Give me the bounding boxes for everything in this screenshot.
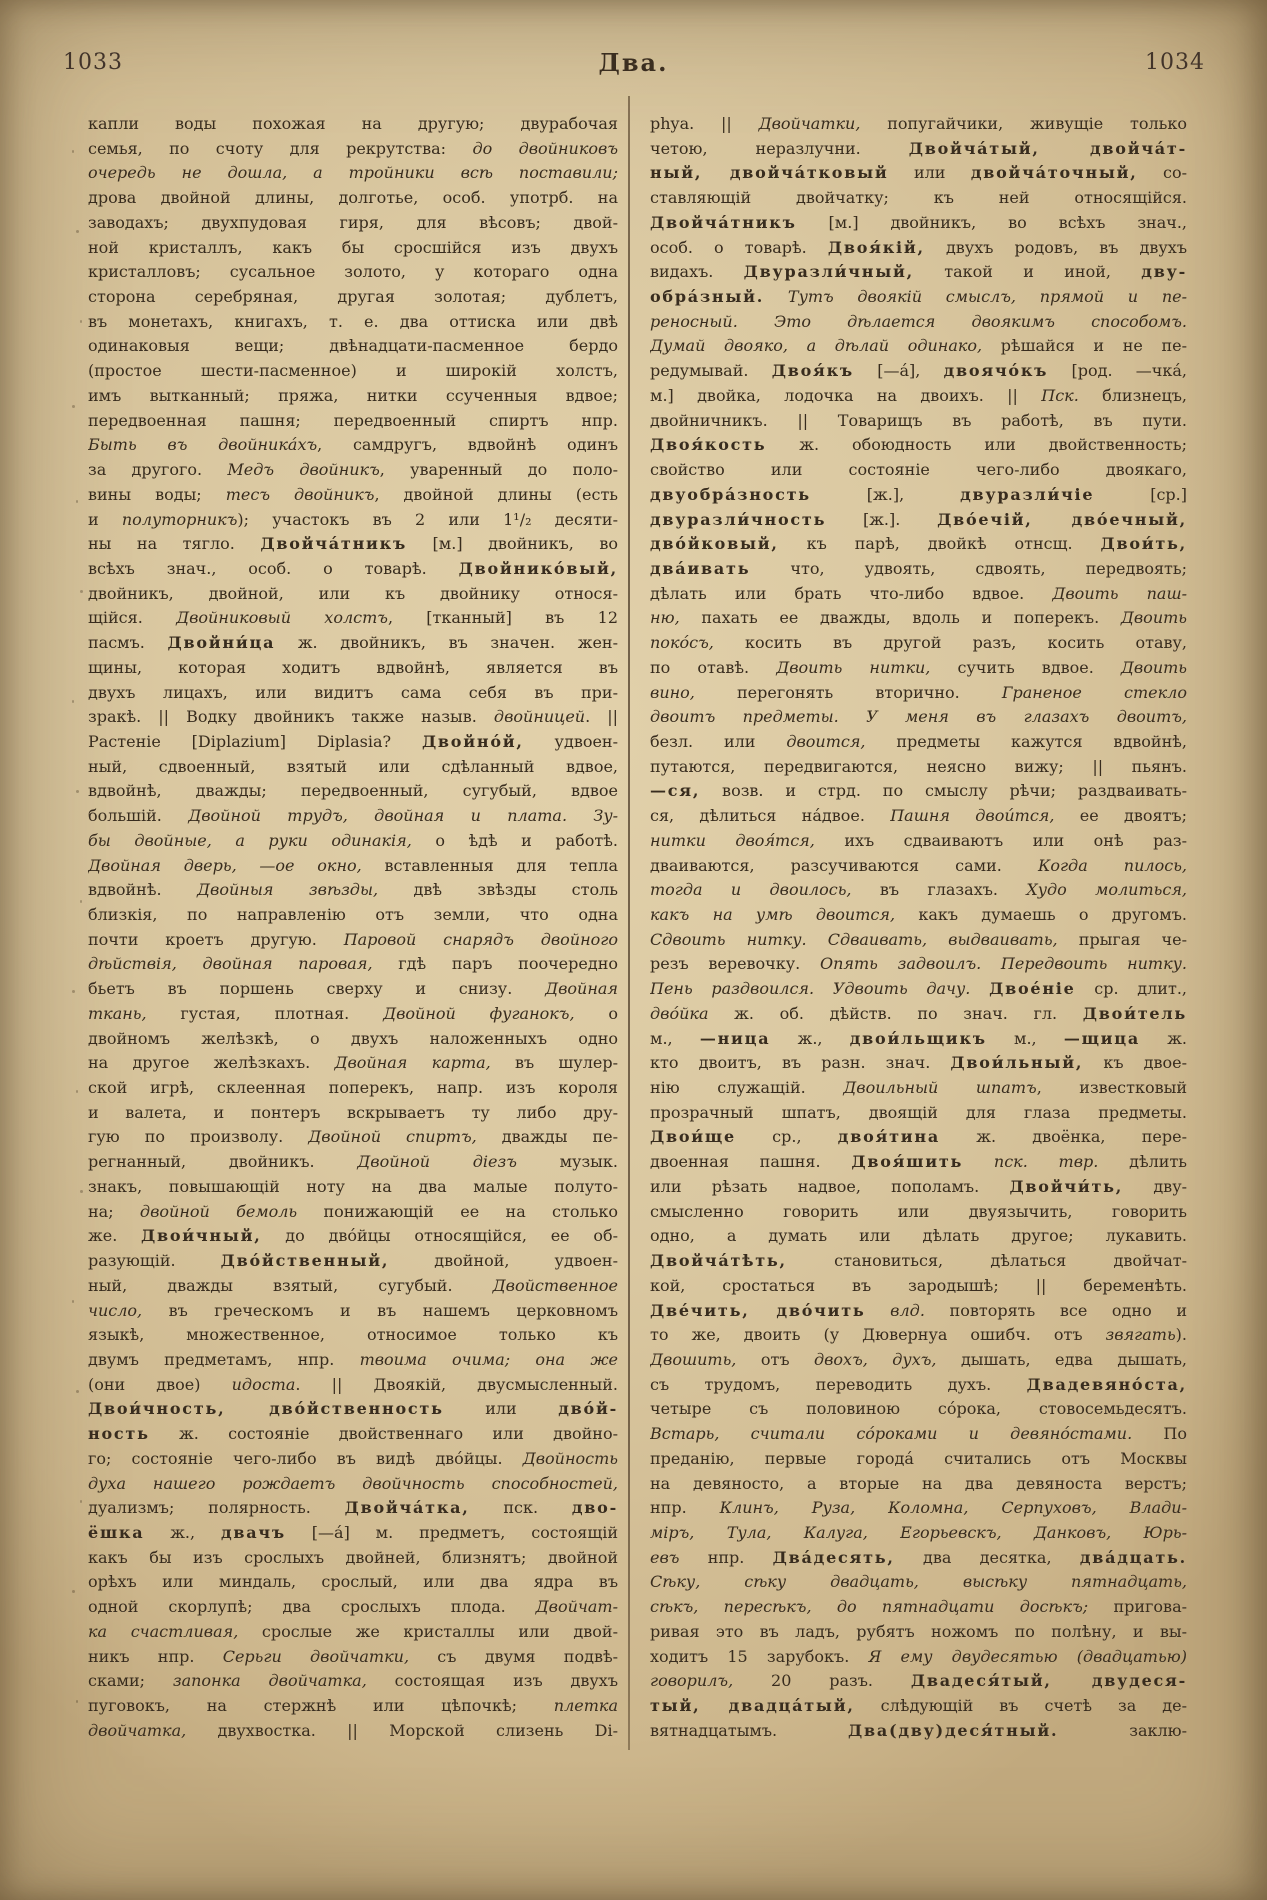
text-line: въ монетахъ, книгахъ, т. е. два оттиска или двѣ [88,311,618,331]
text-line: регнанный, двойникъ. Двойной діезъ музык. [88,1152,618,1172]
text-line: безл. или двоится, предметы кажутся вдвойнѣ, [650,731,1187,751]
text-line: Быть въ двойника́хъ, самдругъ, вдвойнѣ одинъ [88,435,618,455]
text-line: двуобра́зность [ж.], двуразли́чіе [ср.] [650,484,1187,504]
text-line: ской игрѣ, склеенная поперекъ, напр. изъ короля [88,1078,618,1098]
text-line: по отавѣ. Двоить нитки, сучить вдвое. Двоить [650,657,1187,677]
text-line: реносный. Это дѣлается двоякимъ способомъ. [650,311,1187,331]
text-line: никъ нпр. Серьги двойчатки, съ двумя подвѣ- [88,1646,618,1666]
text-line: путаются, передвигаются, неясно вижу; || пьянъ. [650,756,1187,776]
text-line: на девяносто, а вторые на два девяноста верстъ; [650,1473,1187,1493]
text-line: почти кроетъ другую. Паровой снарядъ двойного [88,929,618,949]
text-line: Думай двояко, а дѣлай одинако, рѣшайся и не пе- [650,336,1187,356]
text-line: дѣйствія, двойная паровая, гдѣ паръ поочередно [88,954,618,974]
text-line: имъ вытканный; пряжа, нитки ссученныя вдвое; [88,385,618,405]
scan-speck [80,590,83,593]
text-line: сторона серебряная, другая золотая; дублетъ, [88,287,618,307]
text-line: дѣлать или брать что-либо вдвое. Двоить паш- [650,583,1187,603]
text-line: число, въ греческомъ и въ нашемъ церковномъ [88,1300,618,1320]
text-line: (простое шести-пасменное) и широкій холстъ, [88,361,618,381]
text-line: дуализмъ; полярность. Двойча́тка, пск. дво- [88,1498,618,1518]
text-line: видахъ. Двуразли́чный, такой и иной, дву- [650,262,1187,282]
text-line: орѣхъ или миндаль, срослый, или два ядра въ [88,1572,618,1592]
text-line: дво́йковый, къ парѣ, двойкѣ отнсщ. Двои́ть, [650,534,1187,554]
text-line: кто двоитъ, въ разн. знач. Двои́льный, къ двое- [650,1053,1187,1073]
text-line: ность ж. состояніе двойственнаго или двойно- [88,1424,618,1444]
text-line: двойномъ желѣзкѣ, о двухъ наложенныхъ одно [88,1028,618,1048]
text-line: Двошить, отъ двохъ, духъ, дышать, едва дышать, [650,1349,1187,1369]
text-line: двойникъ, двойной, или къ двойнику относя- [88,583,618,603]
text-line: м.] двойка, лодочка на двоихъ. || Пск. близнецъ, [650,385,1187,405]
scan-speck [76,1090,78,1093]
text-line: очередь не дошла, а тройники всѣ поставили; [88,163,618,183]
text-line: нію служащій. Двоильный шпатъ, известковый [650,1078,1187,1098]
text-line: всѣхъ знач., особ. о товарѣ. Двойнико́вый, [88,558,618,578]
text-line: Двойча́тѣть, становиться, дѣлаться двойчат- [650,1251,1187,1271]
text-line: ривая это въ ладъ, рубятъ ножомъ по полѣну, и вы- [650,1621,1187,1641]
text-line: одной скорлупѣ; два срослыхъ плода. Двойчат- [88,1597,618,1617]
text-line: ёшка ж., двачъ [—а́] м. предметъ, состоящій [88,1522,618,1542]
text-line: и полуторникъ); участокъ въ 2 или 1¹/₂ десяти- [88,509,618,529]
text-line: Растеніе [Diplazium] Diplasia? Двойно́й, удвоен- [88,731,618,751]
scan-speck [72,1300,74,1303]
scan-speck [80,320,82,323]
text-line: обра́зный. Тутъ двоякій смыслъ, прямой и пе- [650,287,1187,307]
text-line: съ трудомъ, переводить духъ. Двадевяно́ста, [650,1374,1187,1394]
text-line: ходитъ 15 зарубокъ. Я ему двудесятью (двадцатью) [650,1646,1187,1666]
page-number-left: 1033 [63,50,123,75]
scan-speck [72,405,75,408]
text-line: прозрачный шпатъ, двоящій для глаза предметы. [650,1102,1187,1122]
running-title: Два. [598,48,669,77]
scan-speck [72,1590,75,1593]
text-line: за другого. Медъ двойникъ, уваренный до поло- [88,460,618,480]
text-line: —ся, возв. и стрд. по смыслу рѣчи; раздваивать- [650,781,1187,801]
text-line: ный, дважды взятый, сугубый. Двойственное [88,1275,618,1295]
text-line: дво́йка ж. об. дѣйств. по знач. гл. Двои́тель [650,1003,1187,1023]
text-line: ный, двойча́тковый или двойча́точный, со- [650,163,1187,183]
text-line: вдвойнѣ. Двойныя звѣзды, двѣ звѣзды столь [88,880,618,900]
text-line: особ. о товарѣ. Двоя́кій, двухъ родовъ, въ двухъ [650,237,1187,257]
text-line: тый, двадца́тый, слѣдующій въ счетѣ за де- [650,1696,1187,1715]
text-line: Двойная дверь, —ое окно, вставленныя для тепла [88,855,618,875]
text-line: Двои́ще ср., двоя́тина ж. двоёнка, пере- [650,1127,1187,1147]
text-column-right [650,112,1187,1743]
text-line: вятнадцатымъ. Два(дву)деся́тный. заклю- [650,1720,1187,1740]
text-line: ка счастливая, срослые же кристаллы или двой- [88,1621,618,1641]
text-line: какъ бы изъ срослыхъ двойней, близнятъ; двойной [88,1547,618,1567]
text-line: одно, а думать или дѣлать другое; лукавить. [650,1226,1187,1246]
text-line: Двойча́тникъ [м.] двойникъ, во всѣхъ знач., [650,212,1187,232]
text-line: вино, перегонять вторично. Граненое стекло [650,682,1187,702]
text-line: разующій. Дво́йственный, двойной, удвоен- [88,1251,618,1271]
text-line: бы двойные, а руки одинакія, о ѣдѣ и работѣ. [88,830,618,850]
scan-speck [80,1500,82,1503]
text-line: Сдвоить нитку. Сдваивать, выдваивать, прыгая че- [650,929,1187,949]
text-line: пуговокъ, на стержнѣ или цѣпочкѣ; плетка [88,1696,618,1715]
text-line: двойничникъ. || Товарищъ въ работѣ, въ пути. [650,410,1187,430]
text-line: ставляющій двойчатку; къ ней относящійся. [650,188,1187,208]
text-line: двойчатка, двухвостка. || Морской слизень Di- [88,1720,618,1740]
text-line: phya. || Двойчатки, попугайчики, живущіе только [650,114,1187,133]
text-line: преданію, первые города́ считались отъ Москвы [650,1448,1187,1468]
text-line: ны на тягло. Двойча́тникъ [м.] двойникъ, во [88,534,618,554]
text-line: Две́чить, дво́чить влд. повторять все одно и [650,1300,1187,1320]
text-line: духа нашего рождаетъ двойчность способностей, [88,1473,618,1493]
text-line: щины, которая ходитъ вдвойнѣ, является въ [88,657,618,677]
text-line: вины воды; тесъ двойникъ, двойной длины (есть [88,484,618,504]
text-line: ню, пахать ее дважды, вдоль и поперекъ. Двоить [650,608,1187,628]
text-line: щійся. Двойниковый холстъ, [тканный] въ 12 [88,608,618,628]
running-head [0,44,1267,80]
text-line: сѣкъ, пересѣкъ, до пятнадцати досѣкъ; пригова- [650,1597,1187,1617]
text-line: заводахъ; двухпудовая гиря, для вѣсовъ; двой- [88,212,618,232]
text-line: семья, по счоту для рекрутства: до двойниковъ [88,138,618,158]
text-line: дрова двойной длины, долготье, особ. употрб. на [88,188,618,208]
text-line: пасмъ. Двойни́ца ж. двойникъ, въ значен. жен- [88,633,618,653]
text-line: два́ивать что, удвоять, сдвоять, передвоять; [650,558,1187,578]
scan-speck [76,1390,79,1393]
scan-speck [76,500,78,503]
scan-speck [80,1190,83,1193]
text-line: и валета, и понтеръ вскрываетъ ту либо дру- [88,1102,618,1122]
text-line: бьетъ въ поршень сверху и снизу. Двойная [88,979,618,999]
text-line: Сѣку, сѣку двадцать, высѣку пятнадцать, [650,1572,1187,1592]
text-line: вдвойнѣ, дважды; передвоенный, сугубый, вдвое [88,781,618,801]
text-line: поко́съ, косить въ другой разъ, косить отаву, [650,633,1187,653]
scan-speck [80,900,82,903]
text-line: четыре съ половиною со́рока, стовосемьдесятъ. [650,1399,1187,1419]
text-line: Пень раздвоился. Удвоить дачу. Двое́ніе ср. длит., [650,979,1187,999]
text-line: м., —ница ж., двои́льщикъ м., —щица ж. [650,1028,1187,1048]
text-line: свойство или состояніе чего-либо двоякаго, [650,460,1187,480]
text-line: смысленно говорить или двуязычить, говорить [650,1201,1187,1221]
text-line: ный, сдвоенный, взятый или сдѣланный вдвое, [88,756,618,776]
text-line: дваиваются, разсучиваются сами. Когда пилось, [650,855,1187,875]
text-line: Встарь, считали со́роками и девяно́стами. По [650,1424,1187,1444]
scan-speck [76,1700,78,1703]
text-line: двоенная пашня. Двоя́шить пск. твр. дѣлить [650,1152,1187,1172]
text-line: на; двойной бемоль понижающій ее на столько [88,1201,618,1221]
text-line: нитки двоя́тся, ихъ сдваиваютъ или онѣ раз- [650,830,1187,850]
page-number-right: 1034 [1145,50,1205,75]
text-line: го; состояніе чего-либо въ видѣ дво́йцы. Двойность [88,1448,618,1468]
text-line: двумъ предметамъ, нпр. твоима очима; она же [88,1349,618,1369]
text-line: ся, дѣлиться на́двое. Пашня двои́тся, ее двоятъ; [650,806,1187,826]
text-line: кристалловъ; сусальное золото, у котораго одна [88,262,618,282]
text-line: какъ на умѣ двоится, какъ думаешь о другомъ. [650,905,1187,924]
text-line: двуразли́чность [ж.]. Дво́ечій, дво́ечный, [650,509,1187,529]
text-line: тогда и двоилось, въ глазахъ. Худо молиться, [650,880,1187,900]
text-line: Двои́чность, дво́йственность или дво́й- [88,1399,618,1419]
text-line: же. Двои́чный, до дво́йцы относящійся, ее об- [88,1226,618,1246]
scan-speck [72,700,74,703]
text-line: Двоя́кость ж. обоюдность или двойственность; [650,435,1187,455]
text-line: сками; запонка двойчатка, состоящая изъ двухъ [88,1671,618,1691]
text-line: на другое желѣзкахъ. Двойная карта, въ шулер- [88,1053,618,1073]
scan-speck [76,230,79,233]
text-line: двухъ лицахъ, или видитъ сама себя въ при- [88,682,618,702]
scan-speck [76,790,79,793]
text-line: близкія, по направленію отъ земли, что одна [88,905,618,924]
text-line: ной кристаллъ, какъ бы сросшійся изъ двухъ [88,237,618,257]
column-divider-rule [628,96,630,1750]
text-line: редумывай. Двоя́къ [—а́], двоячо́къ [род. —чка́, [650,361,1187,381]
text-line: одинаковыя вещи; двѣнадцати-пасменное бердо [88,336,618,356]
text-line: капли воды похожая на другую; двурабочая [88,114,618,133]
text-line: (они двое) идоста. || Двоякій, двусмысленный. [88,1374,618,1394]
text-line: говорилъ, 20 разъ. Двадеся́тый, двудеся- [650,1671,1187,1691]
text-line: знакъ, повышающій ноту на два малые полуто- [88,1176,618,1196]
text-line: ткань, густая, плотная. Двойной фуганокъ, о [88,1003,618,1023]
text-line: большій. Двойной трудъ, двойная и плата. Зу- [88,806,618,826]
text-line: двоитъ предметы. У меня въ глазахъ двоитъ, [650,707,1187,727]
scan-speck [72,990,75,993]
text-line: евъ нпр. Два́десять, два десятка, два́дцать. [650,1547,1187,1567]
text-line: языкѣ, множественное, относимое только къ [88,1325,618,1345]
text-line: или рѣзать надвое, пополамъ. Двойчи́ть, дву- [650,1176,1187,1196]
text-line: четою, неразлучни. Двойча́тый, двойча́т- [650,138,1187,158]
scan-speck [72,150,74,153]
text-line: передвоенная пашня; передвоенный спиртъ нпр. [88,410,618,430]
text-line: то же, двоить (у Дювернуа ошибч. отъ звягать). [650,1325,1187,1345]
text-line: гую по произволу. Двойной спиртъ, дважды пе- [88,1127,618,1147]
text-line: нпр. Клинъ, Руза, Коломна, Серпуховъ, Влади- [650,1498,1187,1518]
text-line: резъ веревочку. Опять задвоилъ. Передвоить нитку. [650,954,1187,974]
text-line: зракѣ. || Водку двойникъ также назыв. двойницей. || [88,707,618,727]
text-line: кой, сростаться въ зародышѣ; || беременѣть. [650,1275,1187,1295]
text-column-left [88,112,618,1743]
text-line: міръ, Тула, Калуга, Егорьевскъ, Данковъ, Юрь- [650,1522,1187,1542]
